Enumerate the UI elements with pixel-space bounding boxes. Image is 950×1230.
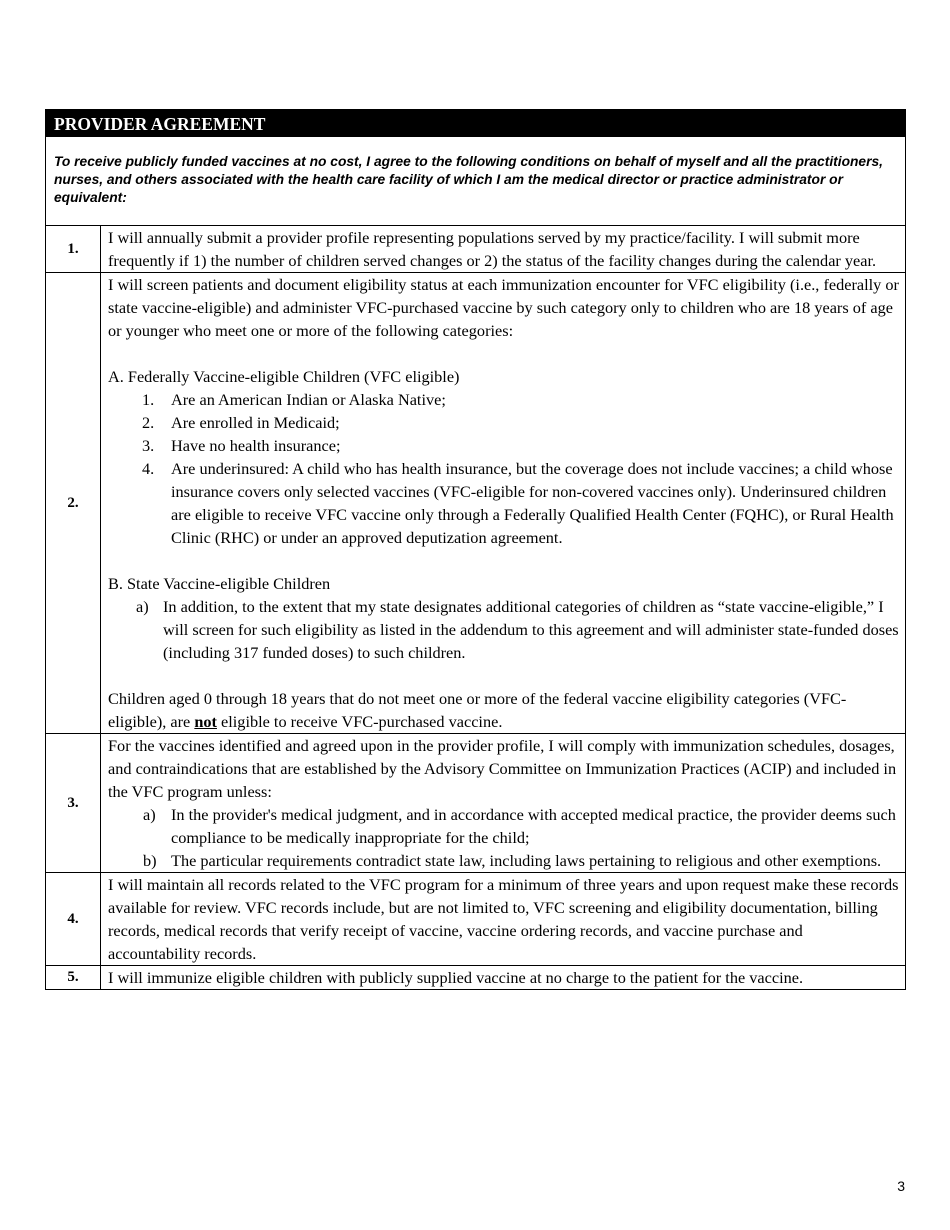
item-number: 2. xyxy=(46,273,101,734)
list-item-text: In the provider's medical judgment, and in accordance with accepted medical practice, the provider deems such compliance to be medically inappropriate for the child; xyxy=(171,805,896,847)
section-b-heading: B. State Vaccine-eligible Children xyxy=(108,574,331,593)
list-marker: b) xyxy=(143,851,157,870)
list-item xyxy=(108,388,899,411)
list-item-text: Are underinsured: A child who has health insurance, but the coverage does not include vaccines; a child whose insurance covers only selected vaccines (VFC-eligible for non-covered vaccines only). Underinsured children are eligible to receive VFC vaccine only through a Federally Qualified Health Center (FQHC), or Rural Health Clinic (RHC) or under an approved deputization agreement. xyxy=(171,459,894,547)
list-item-text: Are an American Indian or Alaska Native; xyxy=(171,390,446,409)
list-item xyxy=(108,849,899,872)
item-text: I will immunize eligible children with publicly supplied vaccine at no charge to the patient for the vaccine. xyxy=(108,968,804,987)
provider-agreement-table xyxy=(45,109,906,990)
list-item-text: Have no health insurance; xyxy=(171,436,341,455)
item-text: I will maintain all records related to the VFC program for a minimum of three years and upon request make these records available for review. VFC records include, but are not limited to, VFC screening and eligibility documentation, billing records, medical records that verify receipt of vaccine, vaccine ordering records, and vaccine purchase and accountability records. xyxy=(108,875,899,963)
item-number: 4. xyxy=(46,873,101,966)
eligibility-closing-note: Children aged 0 through 18 years that do not meet one or more of the federal vaccine eligibility categories (VFC-eligible), are not eligible to receive VFC-purchased vaccine. xyxy=(108,689,847,731)
list-item xyxy=(108,803,899,849)
table-row xyxy=(46,226,906,273)
list-marker: 1. xyxy=(142,390,155,409)
list-marker: 2. xyxy=(142,413,155,432)
list-item xyxy=(108,411,899,434)
table-row xyxy=(46,873,906,966)
list-item-text: Are enrolled in Medicaid; xyxy=(171,413,340,432)
list-item-text: In addition, to the extent that my state designates additional categories of children as “state vaccine-eligible,” I will screen for such eligibility as listed in the addendum to this agreement and will administer state-funded doses (including 317 funded doses) to such children. xyxy=(163,597,899,662)
section-a-heading: A. Federally Vaccine-eligible Children (VFC eligible) xyxy=(108,367,460,386)
list-marker: 4. xyxy=(142,459,155,478)
list-item xyxy=(108,434,899,457)
item-text: I will screen patients and document eligibility status at each immunization encounter for VFC eligibility (i.e., federally or state vaccine-eligible) and administer VFC-purchased vaccine by such category only to children who are 18 years of age or younger who meet one or more of the following categories: xyxy=(108,275,899,340)
item-number: 5. xyxy=(46,966,101,990)
table-row xyxy=(46,734,906,873)
list-marker: a) xyxy=(143,805,156,824)
list-marker: a) xyxy=(136,597,149,616)
agreement-intro: To receive publicly funded vaccines at no cost, I agree to the following conditions on behalf of myself and all the practitioners, nurses, and others associated with the health care facility of which I am the medical director or practice administrator or equivalent: xyxy=(46,137,906,226)
item-text: I will annually submit a provider profile representing populations served by my practice/facility. I will submit more frequently if 1) the number of children served changes or 2) the status of the facility changes during the calendar year. xyxy=(108,228,877,270)
page-number: 3 xyxy=(897,1178,905,1194)
table-row xyxy=(46,273,906,734)
item-text: For the vaccines identified and agreed upon in the provider profile, I will comply with immunization schedules, dosages, and contraindications that are established by the Advisory Committee on Immunization Practices (ACIP) and included in the VFC program unless: xyxy=(108,736,897,801)
table-row xyxy=(46,966,906,990)
section-header: PROVIDER AGREEMENT xyxy=(46,110,906,137)
not-emphasis: not xyxy=(194,712,217,731)
list-item xyxy=(108,457,899,549)
list-marker: 3. xyxy=(142,436,155,455)
list-item xyxy=(108,595,899,664)
item-number: 3. xyxy=(46,734,101,873)
list-item-text: The particular requirements contradict state law, including laws pertaining to religious and other exemptions. xyxy=(171,851,882,870)
item-number: 1. xyxy=(46,226,101,273)
